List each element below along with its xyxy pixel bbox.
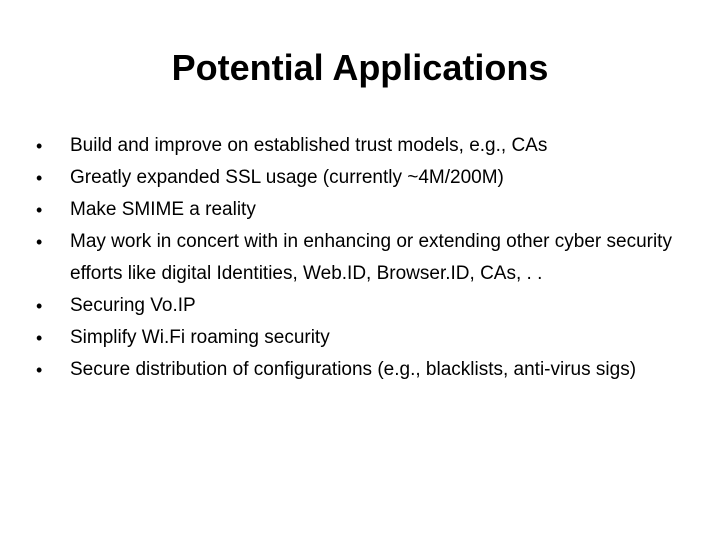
bullet-icon: •	[36, 296, 43, 316]
bullet-icon: •	[36, 328, 43, 348]
bullet-text: Secure distribution of configurations (e.g., blacklists, anti-virus sigs)	[70, 359, 637, 380]
bullet-icon: •	[36, 136, 43, 156]
bullet-icon: •	[36, 200, 43, 220]
bullet-item	[36, 354, 696, 386]
bullet-list	[36, 130, 696, 386]
bullet-item	[36, 130, 696, 162]
bullet-text: Simplify Wi.Fi roaming security	[70, 327, 330, 348]
slide-title: Potential Applications	[171, 47, 549, 88]
bullet-item	[36, 162, 696, 194]
bullet-icon: •	[36, 360, 43, 380]
bullet-item	[36, 226, 696, 290]
bullet-text: Greatly expanded SSL usage (currently ~4M/200M)	[70, 167, 504, 188]
bullet-text: Securing Vo.IP	[70, 295, 196, 316]
bullet-text: Build and improve on established trust models, e.g., CAs	[70, 135, 548, 156]
bullet-icon: •	[36, 232, 43, 252]
bullet-item	[36, 322, 696, 354]
bullet-item	[36, 194, 696, 226]
bullet-text: May work in concert with in enhancing or extending other cyber security efforts like digital Identities, Web.ID, Browser.ID, CAs, . .	[70, 231, 672, 284]
bullet-item	[36, 290, 696, 322]
bullet-icon: •	[36, 168, 43, 188]
bullet-text: Make SMIME a reality	[70, 199, 256, 220]
